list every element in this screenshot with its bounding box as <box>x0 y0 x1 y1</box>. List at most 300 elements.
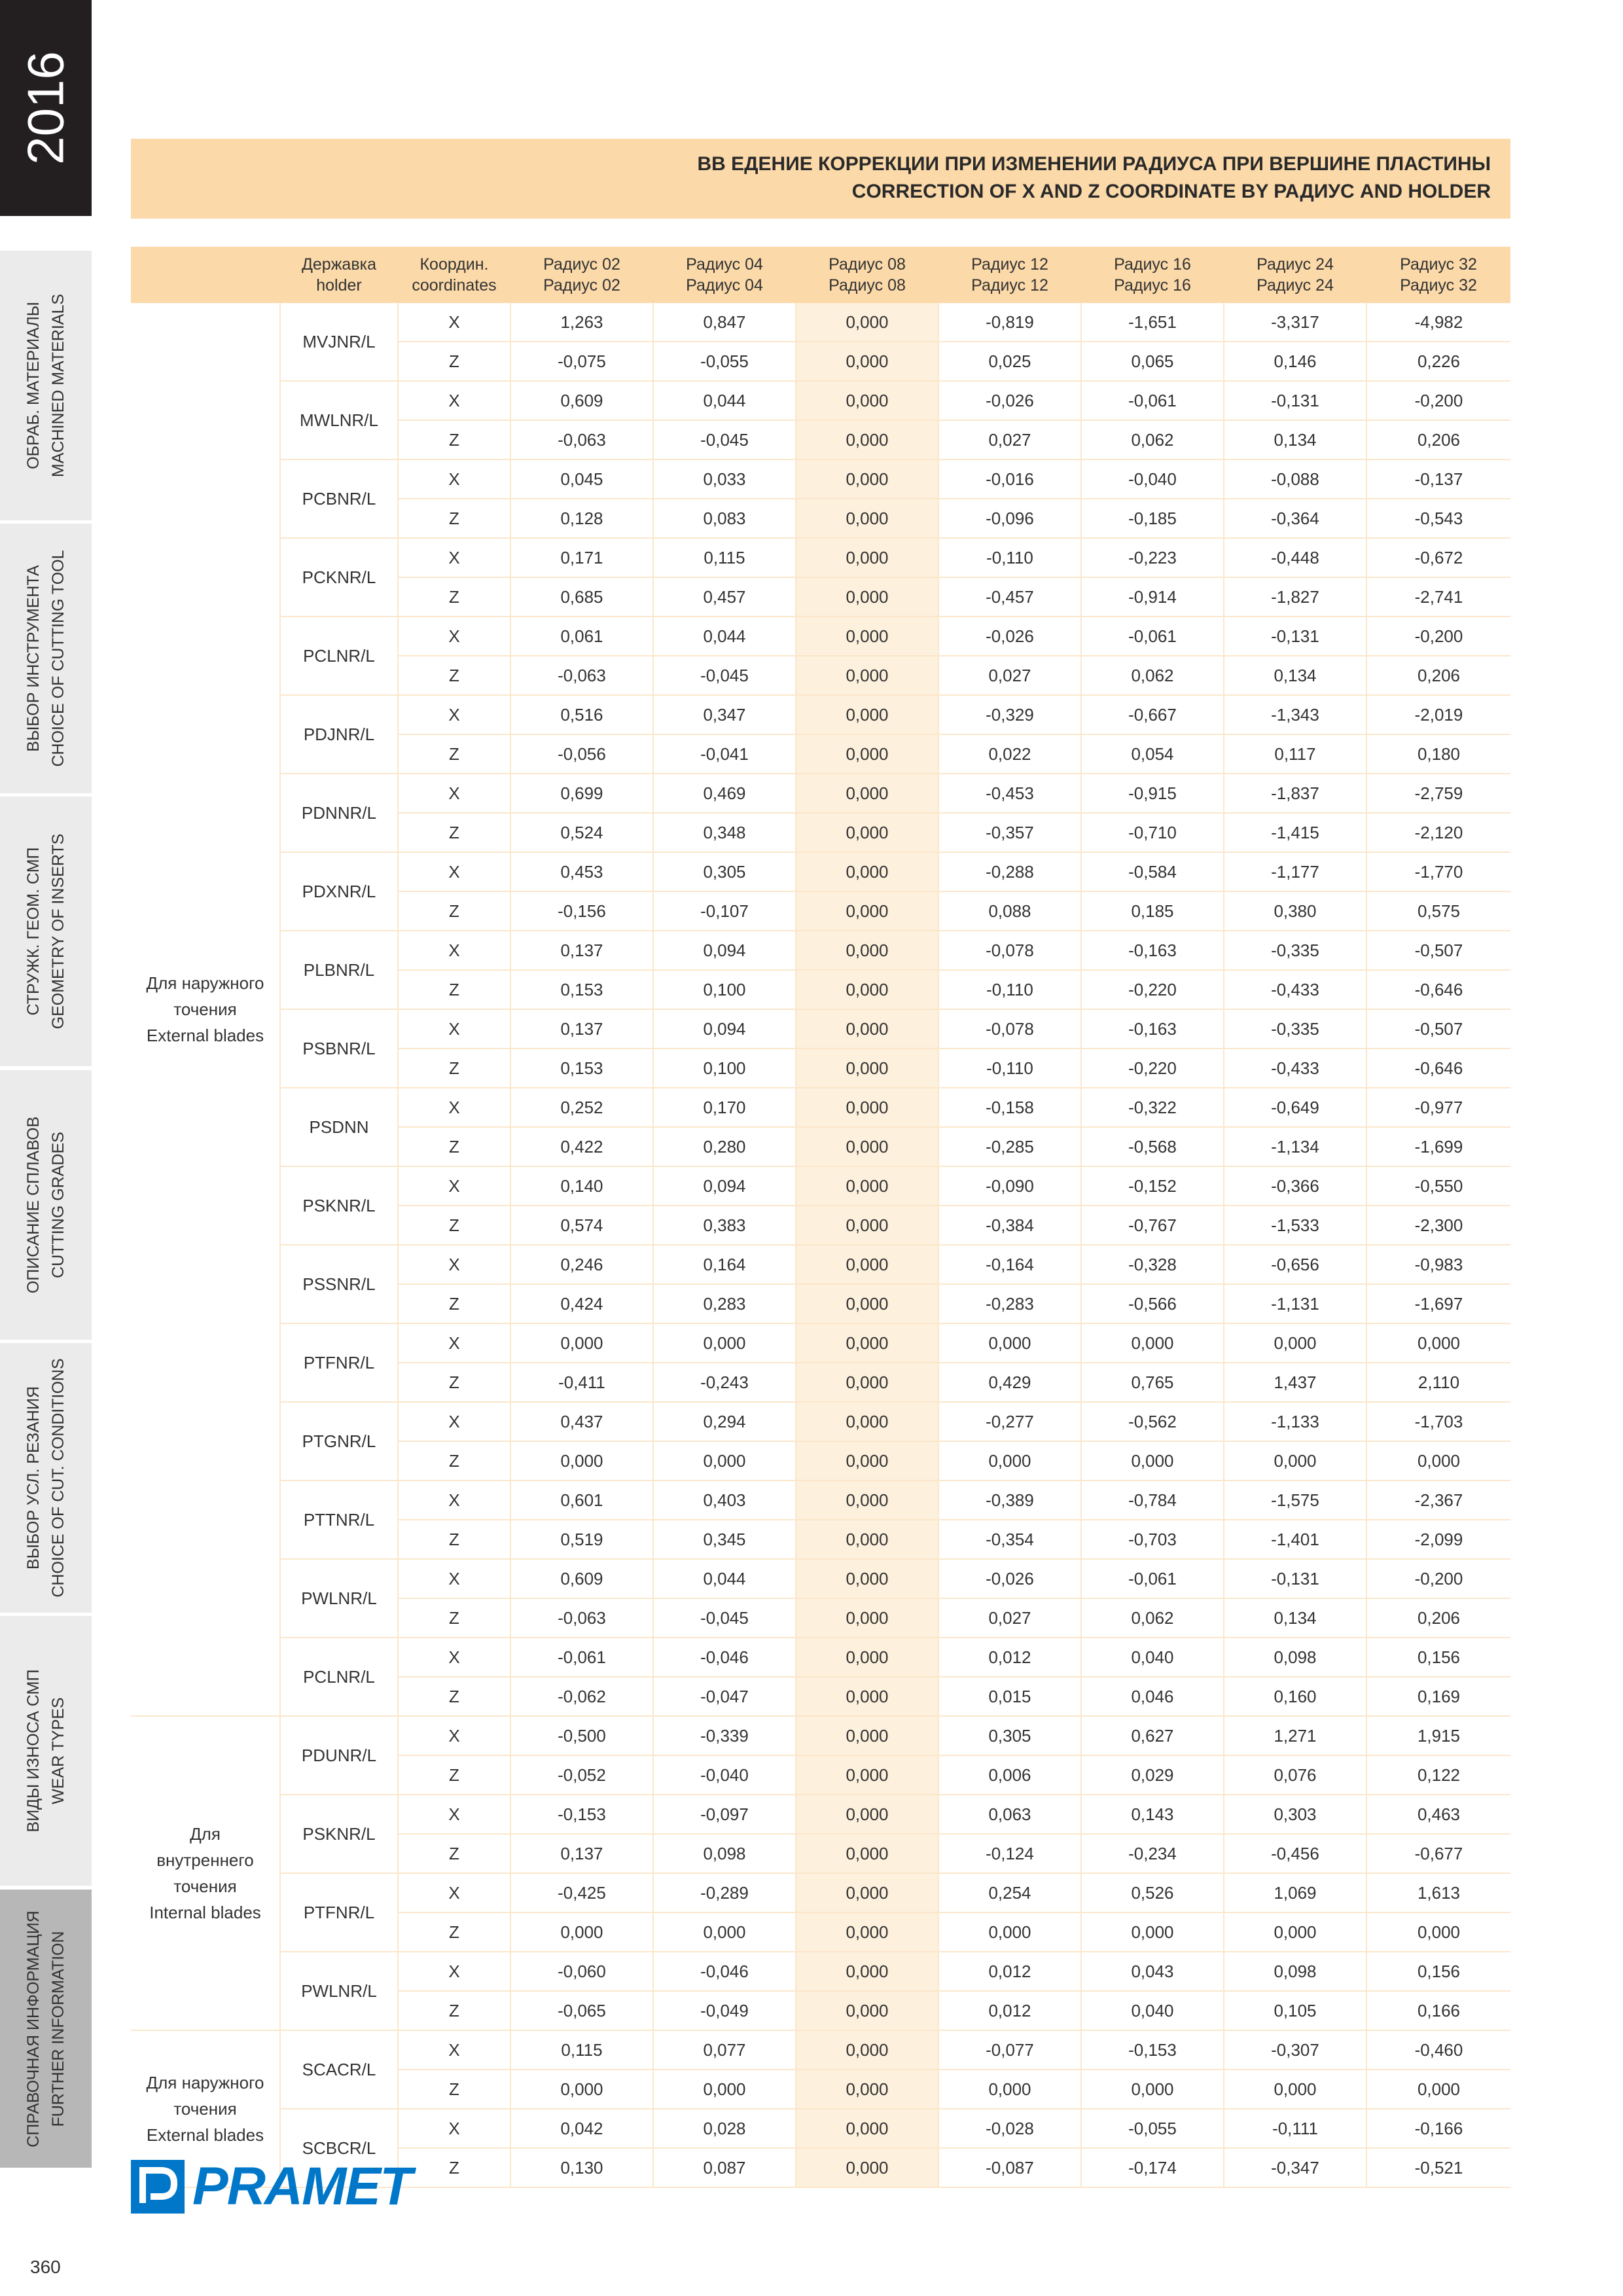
value-cell: -0,384 <box>938 1206 1081 1245</box>
value-cell: 0,000 <box>1366 1323 1510 1363</box>
value-cell: 0,000 <box>938 2070 1081 2109</box>
value-cell: 0,000 <box>796 1049 938 1088</box>
column-header-line2: Радиус 16 <box>1114 276 1191 295</box>
value-cell: 0,000 <box>796 774 938 813</box>
value-cell: -2,367 <box>1366 1480 1510 1520</box>
value-cell: -0,097 <box>653 1795 796 1834</box>
value-cell: 0,000 <box>796 1480 938 1520</box>
value-cell: 0,000 <box>796 813 938 852</box>
value-cell: 0,000 <box>1081 1912 1224 1952</box>
value-cell: -0,061 <box>510 1638 653 1677</box>
value-cell: 0,040 <box>1081 1991 1224 2030</box>
value-cell: 0,098 <box>1224 1638 1366 1677</box>
value-cell: 0,294 <box>653 1402 796 1441</box>
value-cell: 0,380 <box>1224 891 1366 931</box>
column-header <box>280 247 398 303</box>
value-cell: -2,019 <box>1366 695 1510 734</box>
value-cell: 0,076 <box>1224 1755 1366 1795</box>
value-cell: 0,044 <box>653 617 796 656</box>
value-cell: -0,285 <box>938 1127 1081 1166</box>
year-box <box>0 0 92 216</box>
value-cell: 0,000 <box>796 1598 938 1638</box>
value-cell: -0,061 <box>1081 1559 1224 1598</box>
value-cell: -0,045 <box>653 656 796 695</box>
coordinate-label: Z <box>398 2070 510 2109</box>
value-cell: -0,448 <box>1224 538 1366 577</box>
value-cell: -0,234 <box>1081 1834 1224 1873</box>
value-cell: 0,022 <box>938 734 1081 774</box>
table-row <box>131 1166 1510 1206</box>
holder-name: PCKNR/L <box>280 538 398 617</box>
value-cell: 0,042 <box>510 2109 653 2148</box>
table-row <box>131 931 1510 970</box>
value-cell: -0,152 <box>1081 1166 1224 1206</box>
value-cell: -0,500 <box>510 1716 653 1755</box>
value-cell: 0,044 <box>653 381 796 420</box>
value-cell: 0,305 <box>653 852 796 891</box>
value-cell: 0,000 <box>1081 2070 1224 2109</box>
value-cell: 0,115 <box>510 2030 653 2070</box>
coordinate-label: Z <box>398 1363 510 1402</box>
sidebar-tab-7[interactable] <box>0 1886 92 2168</box>
value-cell: 0,006 <box>938 1755 1081 1795</box>
value-cell: 0,000 <box>796 1716 938 1755</box>
coordinate-label: Z <box>398 1206 510 1245</box>
column-header <box>1366 247 1510 303</box>
value-cell: 0,094 <box>653 1166 796 1206</box>
value-cell: 0,025 <box>938 342 1081 381</box>
table-row <box>131 852 1510 891</box>
value-cell: 0,516 <box>510 695 653 734</box>
value-cell: 0,000 <box>796 420 938 459</box>
value-cell: 0,027 <box>938 1598 1081 1638</box>
value-cell: -0,163 <box>1081 1009 1224 1049</box>
value-cell: 0,765 <box>1081 1363 1224 1402</box>
value-cell: -0,433 <box>1224 970 1366 1009</box>
value-cell: -0,062 <box>510 1677 653 1716</box>
value-cell: -0,110 <box>938 970 1081 1009</box>
value-cell: 0,000 <box>796 1009 938 1049</box>
table-row <box>131 1245 1510 1284</box>
value-cell: 0,171 <box>510 538 653 577</box>
holder-name: PCLNR/L <box>280 1638 398 1716</box>
coordinate-label: Z <box>398 1520 510 1559</box>
coordinate-label: X <box>398 538 510 577</box>
value-cell: -0,153 <box>1081 2030 1224 2070</box>
value-cell: -0,056 <box>510 734 653 774</box>
value-cell: -0,131 <box>1224 1559 1366 1598</box>
value-cell: 1,613 <box>1366 1873 1510 1912</box>
coordinate-label: Z <box>398 891 510 931</box>
column-header-line1: Радиус 16 <box>1114 255 1191 274</box>
value-cell: 0,000 <box>1224 1441 1366 1480</box>
value-cell: 0,000 <box>796 1323 938 1363</box>
value-cell: 0,246 <box>510 1245 653 1284</box>
value-cell: -1,415 <box>1224 813 1366 852</box>
column-header-line2: Радиус 08 <box>829 276 906 295</box>
group-label-line: точения <box>173 1876 237 1896</box>
value-cell: -0,063 <box>510 656 653 695</box>
column-header-line1: Радиус 12 <box>971 255 1048 274</box>
sidebar-tab-label-ru: ОПИСАНИЕ СПЛАВОВ <box>24 1116 43 1294</box>
value-cell: 0,000 <box>796 2070 938 2109</box>
value-cell: 0,000 <box>796 577 938 617</box>
value-cell: 1,915 <box>1366 1716 1510 1755</box>
table-row <box>131 459 1510 499</box>
value-cell: 0,000 <box>796 656 938 695</box>
value-cell: 0,062 <box>1081 420 1224 459</box>
value-cell: 0,469 <box>653 774 796 813</box>
value-cell: 0,000 <box>796 1755 938 1795</box>
value-cell: 0,000 <box>796 2148 938 2187</box>
value-cell: 0,137 <box>510 1009 653 1049</box>
year-label: 2016 <box>16 51 75 165</box>
coordinate-label: X <box>398 1559 510 1598</box>
value-cell: 0,252 <box>510 1088 653 1127</box>
holder-name: PTTNR/L <box>280 1480 398 1559</box>
value-cell: 0,100 <box>653 970 796 1009</box>
value-cell: -0,200 <box>1366 617 1510 656</box>
title-en: CORRECTION OF X AND Z COORDINATE BY РАДИУС AND HOLDER <box>851 181 1491 202</box>
value-cell: 0,156 <box>1366 1638 1510 1677</box>
value-cell: 0,000 <box>796 1402 938 1441</box>
sidebar-tab-label-en: CHOICE OF CUTTING TOOL <box>49 550 67 767</box>
value-cell: 0,143 <box>1081 1795 1224 1834</box>
sidebar-tab-3[interactable] <box>0 793 92 1066</box>
sidebar-tab-label <box>21 550 71 766</box>
coordinate-label: X <box>398 1716 510 1755</box>
value-cell: -1,703 <box>1366 1402 1510 1441</box>
value-cell: -0,174 <box>1081 2148 1224 2187</box>
column-header-line1: Державка <box>301 255 377 274</box>
coordinate-label: X <box>398 1323 510 1363</box>
holder-name: PTFNR/L <box>280 1323 398 1402</box>
brand-name: PRAMET <box>192 2157 412 2216</box>
value-cell: 0,153 <box>510 1049 653 1088</box>
value-cell: -0,041 <box>653 734 796 774</box>
value-cell: -0,456 <box>1224 1834 1366 1873</box>
coordinate-label: Z <box>398 577 510 617</box>
value-cell: 0,847 <box>653 303 796 342</box>
holder-name: PTGNR/L <box>280 1402 398 1480</box>
value-cell: 0,000 <box>1224 1323 1366 1363</box>
value-cell: 0,105 <box>1224 1991 1366 2030</box>
value-cell: -1,697 <box>1366 1284 1510 1323</box>
sidebar-tab-label-en: MACHINED MATERIALS <box>49 293 67 478</box>
value-cell: -0,566 <box>1081 1284 1224 1323</box>
sidebar-tab-label-ru: ВЫБОР УСЛ. РЕЗАНИЯ <box>24 1386 43 1570</box>
value-cell: 0,164 <box>653 1245 796 1284</box>
value-cell: 0,146 <box>1224 342 1366 381</box>
value-cell: 0,115 <box>653 538 796 577</box>
value-cell: 0,000 <box>796 931 938 970</box>
value-cell: -0,411 <box>510 1363 653 1402</box>
value-cell: -0,200 <box>1366 1559 1510 1598</box>
value-cell: -0,507 <box>1366 931 1510 970</box>
table-row <box>131 1480 1510 1520</box>
value-cell: 0,403 <box>653 1480 796 1520</box>
value-cell: -0,078 <box>938 931 1081 970</box>
table-row <box>131 303 1510 342</box>
value-cell: 0,117 <box>1224 734 1366 774</box>
value-cell: -0,307 <box>1224 2030 1366 2070</box>
value-cell: -0,677 <box>1366 1834 1510 1873</box>
value-cell: 0,000 <box>796 1834 938 1873</box>
value-cell: 0,033 <box>653 459 796 499</box>
coordinate-label: X <box>398 1009 510 1049</box>
value-cell: -0,767 <box>1081 1206 1224 1245</box>
coordinate-label: Z <box>398 1834 510 1873</box>
value-cell: -0,075 <box>510 342 653 381</box>
value-cell: -2,300 <box>1366 1206 1510 1245</box>
coordinate-label: X <box>398 1402 510 1441</box>
holder-name: PLBNR/L <box>280 931 398 1009</box>
holder-name: PSSNR/L <box>280 1245 398 1323</box>
holder-name: MVJNR/L <box>280 303 398 381</box>
value-cell: -0,364 <box>1224 499 1366 538</box>
value-cell: 0,160 <box>1224 1677 1366 1716</box>
value-cell: 0,429 <box>938 1363 1081 1402</box>
coordinate-label: X <box>398 695 510 734</box>
page-title <box>131 139 1510 219</box>
column-header-line2: coordinates <box>412 276 497 295</box>
value-cell: 0,000 <box>938 1323 1081 1363</box>
coordinate-label: X <box>398 1795 510 1834</box>
value-cell: -0,646 <box>1366 970 1510 1009</box>
coordinate-label: Z <box>398 734 510 774</box>
value-cell: 0,088 <box>938 891 1081 931</box>
value-cell: 0,526 <box>1081 1873 1224 1912</box>
value-cell: -0,646 <box>1366 1049 1510 1088</box>
value-cell: -0,052 <box>510 1755 653 1795</box>
value-cell: -0,156 <box>510 891 653 931</box>
value-cell: 1,271 <box>1224 1716 1366 1755</box>
coordinate-label: Z <box>398 2148 510 2187</box>
value-cell: -0,090 <box>938 1166 1081 1206</box>
sidebar-tab-label <box>21 1670 71 1833</box>
value-cell: -0,045 <box>653 1598 796 1638</box>
sidebar-tab-label-en: WEAR TYPES <box>49 1697 67 1804</box>
value-cell: -0,710 <box>1081 813 1224 852</box>
coordinate-label: Z <box>398 1991 510 2030</box>
sidebar-tab-1[interactable] <box>0 247 92 520</box>
sidebar-tab-2[interactable] <box>0 520 92 793</box>
value-cell: 0,040 <box>1081 1638 1224 1677</box>
coordinate-label: Z <box>398 1912 510 1952</box>
column-header-line2: Радиус 04 <box>686 276 763 295</box>
value-cell: -0,107 <box>653 891 796 931</box>
holder-name: PWLNR/L <box>280 1559 398 1638</box>
value-cell: -0,329 <box>938 695 1081 734</box>
value-cell: 0,609 <box>510 381 653 420</box>
value-cell: -1,343 <box>1224 695 1366 734</box>
value-cell: 0,453 <box>510 852 653 891</box>
coordinate-label: X <box>398 852 510 891</box>
value-cell: 0,094 <box>653 931 796 970</box>
value-cell: 0,094 <box>653 1009 796 1049</box>
sidebar-tab-6[interactable] <box>0 1613 92 1886</box>
group-label-line: точения <box>173 999 237 1019</box>
sidebar-tab-label-en: CUTTING GRADES <box>49 1132 67 1278</box>
table-row <box>131 1088 1510 1127</box>
value-cell: 0,000 <box>653 2070 796 2109</box>
value-cell: -0,339 <box>653 1716 796 1755</box>
coordinate-label: X <box>398 2109 510 2148</box>
group-label <box>131 1716 280 2030</box>
table-row <box>131 1559 1510 1598</box>
value-cell: 0,000 <box>796 1441 938 1480</box>
value-cell: 0,045 <box>510 459 653 499</box>
column-header <box>653 247 796 303</box>
value-cell: -2,759 <box>1366 774 1510 813</box>
coordinate-label: Z <box>398 420 510 459</box>
value-cell: -0,111 <box>1224 2109 1366 2148</box>
value-cell: -2,120 <box>1366 813 1510 852</box>
value-cell: -0,063 <box>510 420 653 459</box>
table-row <box>131 695 1510 734</box>
value-cell: -0,220 <box>1081 1049 1224 1088</box>
value-cell: 0,685 <box>510 577 653 617</box>
value-cell: 0,000 <box>796 1677 938 1716</box>
value-cell: -0,045 <box>653 420 796 459</box>
value-cell: 0,000 <box>1224 2070 1366 2109</box>
value-cell: -0,543 <box>1366 499 1510 538</box>
value-cell: 0,000 <box>1366 2070 1510 2109</box>
value-cell: 0,130 <box>510 2148 653 2187</box>
column-header-line1: Радиус 08 <box>829 255 906 274</box>
value-cell: 0,000 <box>510 1912 653 1952</box>
group-label-line: Для <box>190 1824 221 1844</box>
value-cell: -0,819 <box>938 303 1081 342</box>
value-cell: -3,317 <box>1224 303 1366 342</box>
group-label-line: Internal blades <box>149 1903 261 1922</box>
table-row <box>131 774 1510 813</box>
value-cell: -0,568 <box>1081 1127 1224 1166</box>
value-cell: -0,124 <box>938 1834 1081 1873</box>
value-cell: -2,099 <box>1366 1520 1510 1559</box>
value-cell: 0,000 <box>653 1912 796 1952</box>
value-cell: -0,457 <box>938 577 1081 617</box>
table-row <box>131 1402 1510 1441</box>
value-cell: -0,047 <box>653 1677 796 1716</box>
value-cell: 0,012 <box>938 1991 1081 2030</box>
sidebar-tab-5[interactable] <box>0 1340 92 1613</box>
column-header-line1: Радиус 02 <box>543 255 620 274</box>
sidebar-tab-4[interactable] <box>0 1067 92 1340</box>
column-header <box>1081 247 1224 303</box>
coordinate-label: X <box>398 459 510 499</box>
value-cell: 0,463 <box>1366 1795 1510 1834</box>
sidebar-tab-label-ru: ВЫБОР ИНСТРУМЕНТА <box>24 565 43 752</box>
value-cell: -0,703 <box>1081 1520 1224 1559</box>
sidebar-tab-label-en: GEOMETRY OF INSERTS <box>49 833 67 1030</box>
holder-name: PWLNR/L <box>280 1952 398 2030</box>
value-cell: 0,000 <box>938 1912 1081 1952</box>
value-cell: 1,437 <box>1224 1363 1366 1402</box>
value-cell: -0,096 <box>938 499 1081 538</box>
value-cell: -0,328 <box>1081 1245 1224 1284</box>
title-ru: ВВ ЕДЕНИЕ КОРРЕКЦИИ ПРИ ИЗМЕНЕНИИ РАДИУСА ПРИ ВЕРШИНЕ ПЛАСТИНЫ <box>697 153 1491 175</box>
value-cell: 0,000 <box>796 381 938 420</box>
value-cell: 0,134 <box>1224 420 1366 459</box>
coordinate-label: X <box>398 1245 510 1284</box>
holder-name: PSDNN <box>280 1088 398 1166</box>
value-cell: -0,026 <box>938 1559 1081 1598</box>
value-cell: 0,169 <box>1366 1677 1510 1716</box>
value-cell: -0,055 <box>653 342 796 381</box>
value-cell: -1,177 <box>1224 852 1366 891</box>
sidebar-tab-label <box>21 294 71 477</box>
value-cell: -0,322 <box>1081 1088 1224 1127</box>
table-row <box>131 617 1510 656</box>
value-cell: -0,078 <box>938 1009 1081 1049</box>
coordinate-label: X <box>398 1088 510 1127</box>
value-cell: -2,741 <box>1366 577 1510 617</box>
coordinate-label: X <box>398 774 510 813</box>
value-cell: 0,028 <box>653 2109 796 2148</box>
value-cell: -0,914 <box>1081 577 1224 617</box>
value-cell: 0,170 <box>653 1088 796 1127</box>
value-cell: 0,029 <box>1081 1755 1224 1795</box>
value-cell: -1,575 <box>1224 1480 1366 1520</box>
value-cell: 0,015 <box>938 1677 1081 1716</box>
value-cell: 0,000 <box>796 303 938 342</box>
group-label-line: External blades <box>146 1026 264 1045</box>
value-cell: -0,061 <box>1081 617 1224 656</box>
value-cell: 0,100 <box>653 1049 796 1088</box>
value-cell: 0,627 <box>1081 1716 1224 1755</box>
coordinate-label: Z <box>398 342 510 381</box>
column-header-line2: Радиус 32 <box>1400 276 1477 295</box>
column-header <box>1224 247 1366 303</box>
value-cell: -0,087 <box>938 2148 1081 2187</box>
coordinate-label: Z <box>398 1598 510 1638</box>
value-cell: 0,254 <box>938 1873 1081 1912</box>
value-cell: 0,000 <box>796 1088 938 1127</box>
value-cell: 0,000 <box>938 1441 1081 1480</box>
value-cell: -0,185 <box>1081 499 1224 538</box>
value-cell: -1,837 <box>1224 774 1366 813</box>
value-cell: 0,054 <box>1081 734 1224 774</box>
coordinate-label: Z <box>398 970 510 1009</box>
value-cell: 0,000 <box>796 970 938 1009</box>
value-cell: 0,000 <box>653 1323 796 1363</box>
value-cell: -0,026 <box>938 617 1081 656</box>
value-cell: 0,156 <box>1366 1952 1510 1991</box>
group-label <box>131 303 280 1716</box>
value-cell: -0,158 <box>938 1088 1081 1127</box>
coordinate-label: Z <box>398 1284 510 1323</box>
value-cell: -0,507 <box>1366 1009 1510 1049</box>
value-cell: -1,131 <box>1224 1284 1366 1323</box>
value-cell: -0,289 <box>653 1873 796 1912</box>
value-cell: 0,206 <box>1366 420 1510 459</box>
table-row <box>131 1873 1510 1912</box>
holder-name: PDXNR/L <box>280 852 398 931</box>
value-cell: -0,562 <box>1081 1402 1224 1441</box>
coordinate-label: X <box>398 1638 510 1677</box>
coordinate-label: X <box>398 2030 510 2070</box>
value-cell: -0,335 <box>1224 931 1366 970</box>
group-label-line: Для наружного <box>146 973 264 993</box>
value-cell: -0,063 <box>510 1598 653 1638</box>
value-cell: 0,000 <box>796 1245 938 1284</box>
value-cell: 0,140 <box>510 1166 653 1206</box>
value-cell: -0,026 <box>938 381 1081 420</box>
value-cell: -0,335 <box>1224 1009 1366 1049</box>
value-cell: 0,699 <box>510 774 653 813</box>
value-cell: 0,000 <box>510 2070 653 2109</box>
